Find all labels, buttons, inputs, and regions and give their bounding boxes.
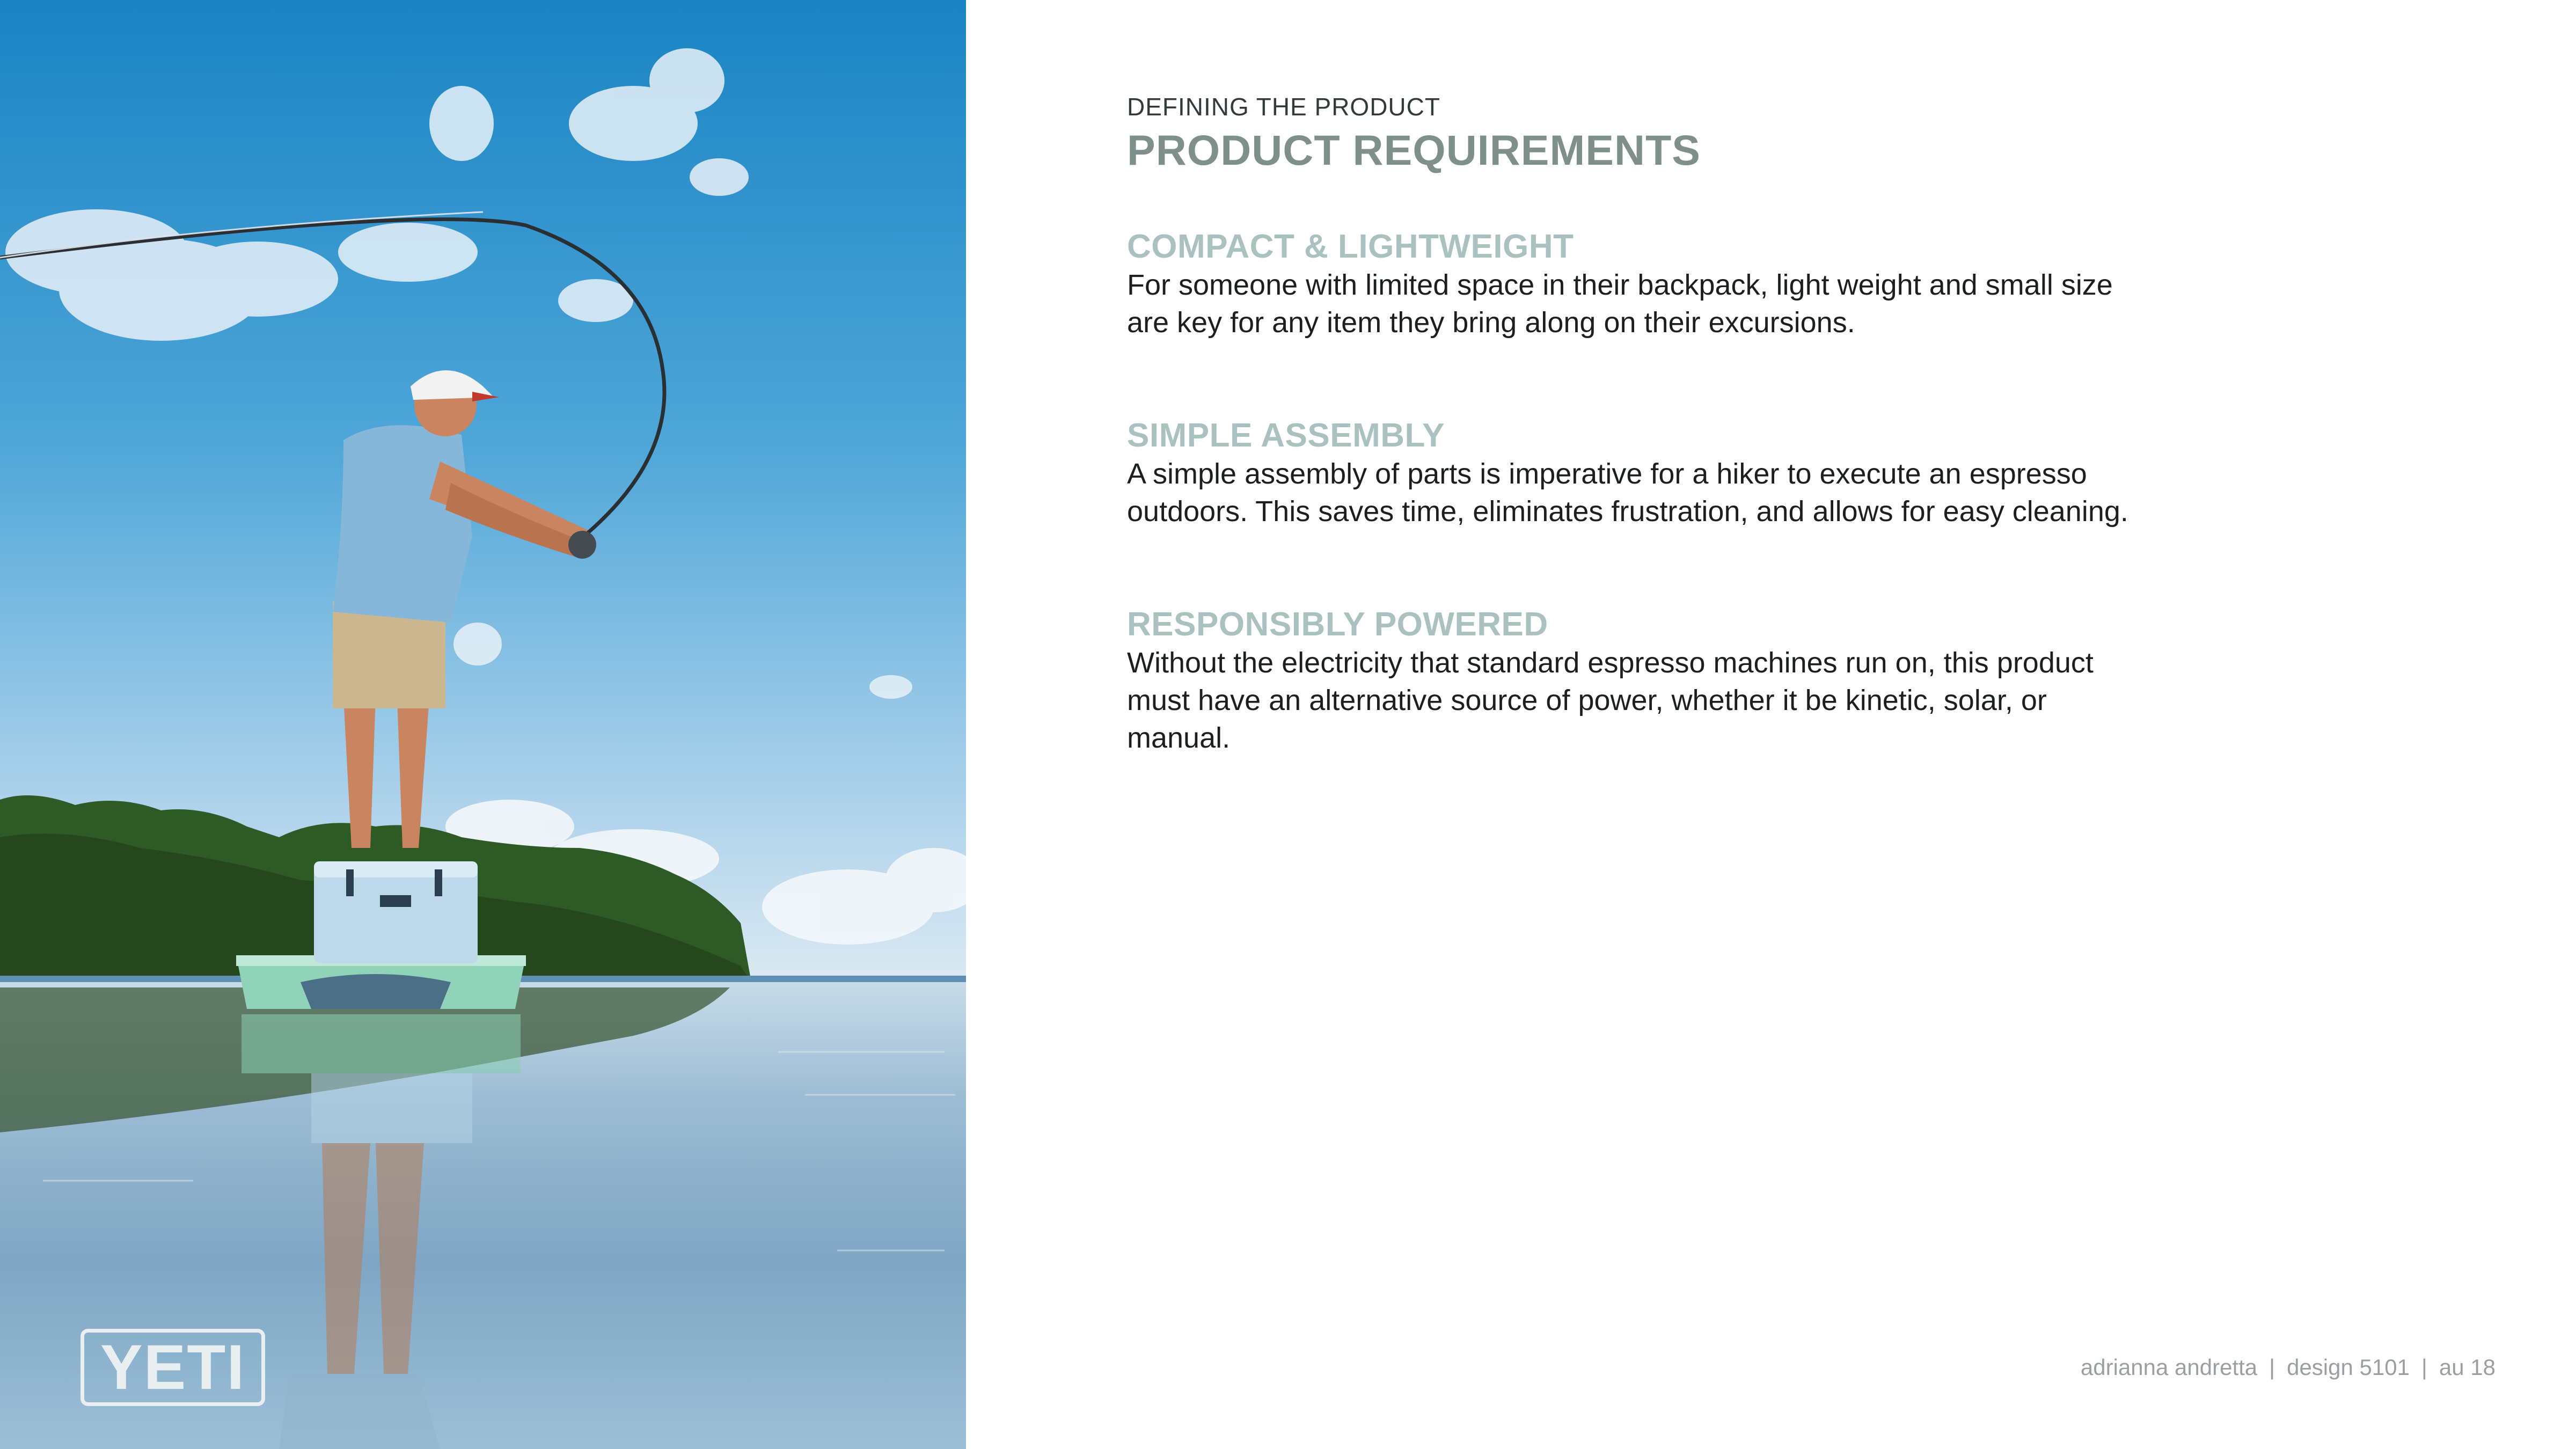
- requirement-body: For someone with limited space in their backpack, light weight and small size are key for any item they bring along on their excursions.: [1127, 269, 2113, 339]
- requirement-title: SIMPLE ASSEMBLY: [1127, 417, 1445, 454]
- requirement-body: A simple assembly of parts is imperative for a hiker to execute an espresso outdoors. This saves time, eliminates frustration, and allows for easy cleaning.: [1127, 458, 2128, 528]
- fisherman-photo-illustration: [0, 0, 966, 1449]
- footer-course: design 5101: [2287, 1355, 2410, 1380]
- footer-term: au 18: [2439, 1355, 2496, 1380]
- requirement-title: RESPONSIBLY POWERED: [1127, 606, 1548, 643]
- footer-separator: |: [2269, 1355, 2275, 1380]
- requirement-body: Without the electricity that standard espresso machines run on, this product must have an alternative source of power, whether it be kinetic, solar, or manual.: [1127, 647, 2094, 754]
- yeti-logo: [80, 1329, 265, 1406]
- hero-photo: [0, 0, 966, 1449]
- requirement-title: COMPACT & LIGHTWEIGHT: [1127, 228, 1574, 265]
- yeti-logo-text: YETI: [100, 1332, 246, 1403]
- footer-author: adrianna andretta: [2080, 1355, 2258, 1380]
- section-eyebrow: DEFINING THE PRODUCT: [1127, 93, 1440, 121]
- page-title: PRODUCT REQUIREMENTS: [1127, 126, 1701, 174]
- requirement-compact-lightweight: [1127, 228, 2200, 341]
- requirement-simple-assembly: [1127, 416, 2200, 530]
- footer-credit: [2081, 1355, 2496, 1380]
- footer-separator: |: [2421, 1355, 2427, 1380]
- requirement-responsibly-powered: [1127, 605, 2200, 757]
- content-panel: [1127, 92, 2200, 757]
